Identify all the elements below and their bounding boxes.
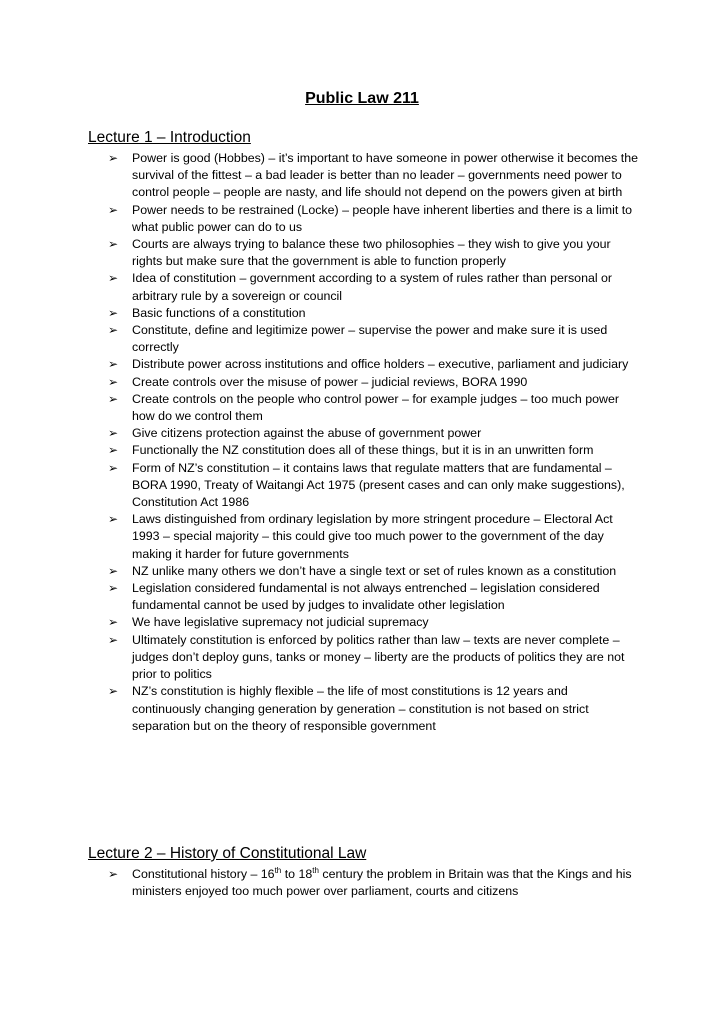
bullet-text: Constitute, define and legitimize power – supervise the power and make sure it is used correctly (132, 323, 608, 355)
bullet-text: We have legislative supremacy not judicial supremacy (132, 615, 429, 630)
bullet-text: Give citizens protection against the abuse of government power (132, 426, 482, 441)
arrow-bullet-icon: ➢ (108, 460, 119, 475)
bullet-text: Create controls on the people who control power – for example judges – too much power how do we control them (132, 391, 619, 424)
bullet-text: Legislation considered fundamental is not always entrenched – legislation considered fundamental cannot be used by judges to invalidate other legislation (132, 581, 600, 613)
list-item (108, 374, 638, 391)
bullet-text: Ultimately constitution is enforced by politics rather than law – texts are never complete – judges don’t deploy guns, tanks or money – liberty are the products of politics they are not prior to politics (132, 632, 625, 682)
list-item (108, 563, 638, 580)
bullet-text: Power is good (Hobbes) – it’s important to have someone in power otherwise it becomes the survival of the fittest – a bad leader is better than no leader – governments need power to control people – people are nasty, and life should not depend on the powers given at birth (132, 151, 638, 200)
lecture-2-bullet-list (108, 866, 638, 900)
superscript: th (274, 865, 282, 875)
list-item (108, 683, 638, 735)
lecture-1-heading: Lecture 1 – Introduction (88, 129, 251, 146)
list-item (108, 460, 638, 512)
arrow-bullet-icon: ➢ (108, 426, 119, 441)
list-item (108, 322, 638, 356)
list-item (108, 270, 638, 304)
bullet-text-part: century the problem in Britain was that the Kings and his ministers enjoyed too much power over parliament, courts and citizens (132, 867, 632, 899)
bullet-text: Basic functions of a constitution (132, 305, 306, 320)
arrow-bullet-icon: ➢ (108, 512, 119, 527)
list-item (108, 580, 638, 614)
bullet-text: Functionally the NZ constitution does all of these things, but it is in an unwritten form (132, 443, 594, 458)
arrow-bullet-icon: ➢ (108, 632, 119, 647)
arrow-bullet-icon: ➢ (108, 271, 119, 286)
bullet-text: Idea of constitution – government according to a system of rules rather than personal or arbitrary rule by a sovereign or council (132, 271, 613, 303)
lecture-1-bullet-list (108, 150, 638, 735)
list-item (108, 511, 638, 563)
arrow-bullet-icon: ➢ (108, 443, 119, 458)
lecture-2-heading: Lecture 2 – History of Constitutional Law (88, 845, 367, 862)
arrow-bullet-icon: ➢ (108, 391, 119, 406)
list-item (108, 391, 638, 425)
superscript: th (312, 865, 319, 875)
bullet-text: Power needs to be restrained (Locke) – people have inherent liberties and there is a limit to what public power can do to us (132, 202, 633, 234)
bullet-text-part: to 18 (281, 867, 313, 881)
bullet-text: Create controls over the misuse of power – judicial reviews, BORA 1990 (132, 374, 528, 389)
bullet-text: Form of NZ’s constitution – it contains laws that regulate matters that are fundamental – BORA 1990, Treaty of Waitangi Act 1975 (present cases and can only make suggestions), Constitution Act 1986 (132, 460, 625, 510)
list-item (108, 305, 638, 322)
arrow-bullet-icon: ➢ (108, 151, 119, 165)
bullet-text: NZ’s constitution is highly flexible – the life of most constitutions is 12 years and continuously changing generation by generation – constitution is not based on strict separation but on the theory of responsible government (132, 684, 589, 733)
arrow-bullet-icon: ➢ (108, 867, 119, 881)
bullet-text-part: Constitutional history – 16 (132, 867, 275, 881)
list-item (108, 866, 638, 900)
arrow-bullet-icon: ➢ (108, 374, 119, 389)
list-item (108, 425, 638, 442)
arrow-bullet-icon: ➢ (108, 305, 119, 320)
bullet-text: Courts are always trying to balance these two philosophies – they wish to give you your rights but make sure that the government is able to function properly (132, 237, 611, 269)
list-item (108, 442, 638, 459)
arrow-bullet-icon: ➢ (108, 684, 119, 699)
list-item (108, 236, 638, 270)
list-item (108, 632, 638, 684)
arrow-bullet-icon: ➢ (108, 615, 119, 630)
arrow-bullet-icon: ➢ (108, 237, 119, 252)
arrow-bullet-icon: ➢ (108, 357, 119, 372)
list-item (108, 356, 638, 373)
arrow-bullet-icon: ➢ (108, 581, 119, 596)
bullet-text: Distribute power across institutions and office holders – executive, parliament and judiciary (132, 357, 629, 372)
document-title: Public Law 211 (305, 90, 419, 107)
list-item (108, 150, 638, 202)
arrow-bullet-icon: ➢ (108, 202, 119, 217)
list-item (108, 614, 638, 631)
arrow-bullet-icon: ➢ (108, 323, 119, 338)
bullet-text: Laws distinguished from ordinary legislation by more stringent procedure – Electoral Act 1993 – special majority – this could give too much power to the government of the day making it harder for future governments (132, 512, 613, 561)
arrow-bullet-icon: ➢ (108, 563, 119, 578)
list-item (108, 202, 638, 236)
bullet-text: NZ unlike many others we don’t have a single text or set of rules known as a constitution (132, 563, 617, 578)
